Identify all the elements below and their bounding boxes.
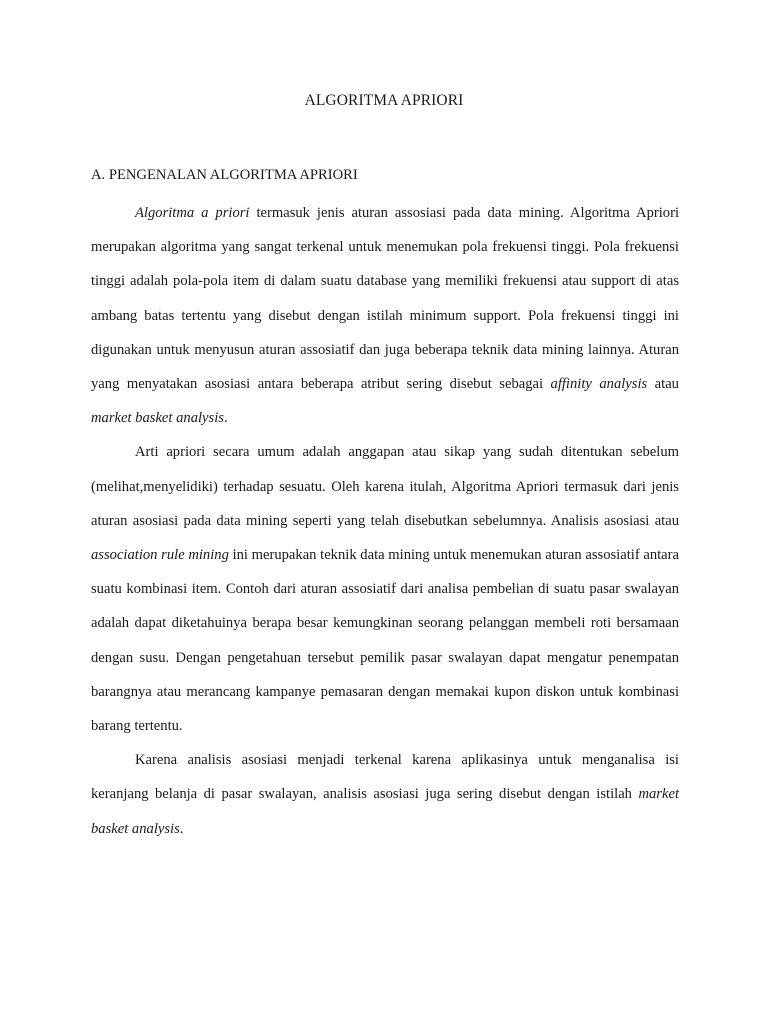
paragraph-text: Arti apriori secara umum adalah anggapan atau sikap yang sudah ditentukan sebelum (melihat,menyelidiki) terhadap sesuatu. Oleh karena itulah, Algoritma Apriori termasuk dari jenis aturan asosiasi pada data mining seperti yang telah disebutkan sebelumnya. Analisis asosiasi atau bbox=[91, 444, 679, 529]
paragraph-text: atau bbox=[647, 376, 679, 393]
paragraph-text: . bbox=[223, 410, 228, 427]
paragraph-2 bbox=[91, 435, 679, 743]
italic-term: association rule mining bbox=[91, 547, 229, 564]
italic-term: Algoritma a priori bbox=[135, 205, 250, 221]
document-body bbox=[91, 196, 679, 846]
paragraph-text: Karena analisis asosiasi menjadi terkenal karena aplikasinya untuk menganalisa isi keranjang belanja di pasar swalayan, analisis asosiasi juga sering disebut dengan istilah bbox=[91, 752, 679, 803]
italic-term: affinity analysis bbox=[550, 376, 648, 393]
paragraph-1 bbox=[91, 196, 679, 435]
italic-term: market basket analysis bbox=[91, 786, 679, 837]
paragraph-text: . bbox=[179, 820, 184, 837]
document-title: ALGORITMA APRIORI bbox=[304, 92, 464, 109]
italic-term: market basket analysis bbox=[91, 410, 224, 427]
paragraph-text: termasuk jenis aturan assosiasi pada data mining. Algoritma Apriori merupakan algoritma yang sangat terkenal untuk menemukan pola frekuensi tinggi. Pola frekuensi tinggi adalah pola-pola item di dalam suatu database yang memiliki frekuensi atau support di atas ambang batas tertentu yang disebut dengan istilah minimum support. Pola frekuensi tinggi ini digunakan untuk menyusun aturan assosiatif dan juga beberapa teknik data mining lainnya. Aturan yang menyatakan asosiasi antara beberapa atribut sering disebut sebagai bbox=[91, 205, 680, 393]
section-heading: A. PENGENALAN ALGORITMA APRIORI bbox=[91, 167, 358, 183]
paragraph-3 bbox=[91, 743, 679, 846]
paragraph-text: ini merupakan teknik data mining untuk menemukan aturan assosiatif antara suatu kombinasi item. Contoh dari aturan assosiatif dari analisa pembelian di suatu pasar swalayan adalah dapat diketahuinya berapa besar kemungkinan seorang pelanggan membeli roti bersamaan dengan susu. Dengan pengetahuan tersebut pemilik pasar swalayan dapat mengatur penempatan barangnya atau merancang kampanye pemasaran dengan memakai kupon diskon untuk kombinasi barang tertentu. bbox=[91, 547, 679, 735]
